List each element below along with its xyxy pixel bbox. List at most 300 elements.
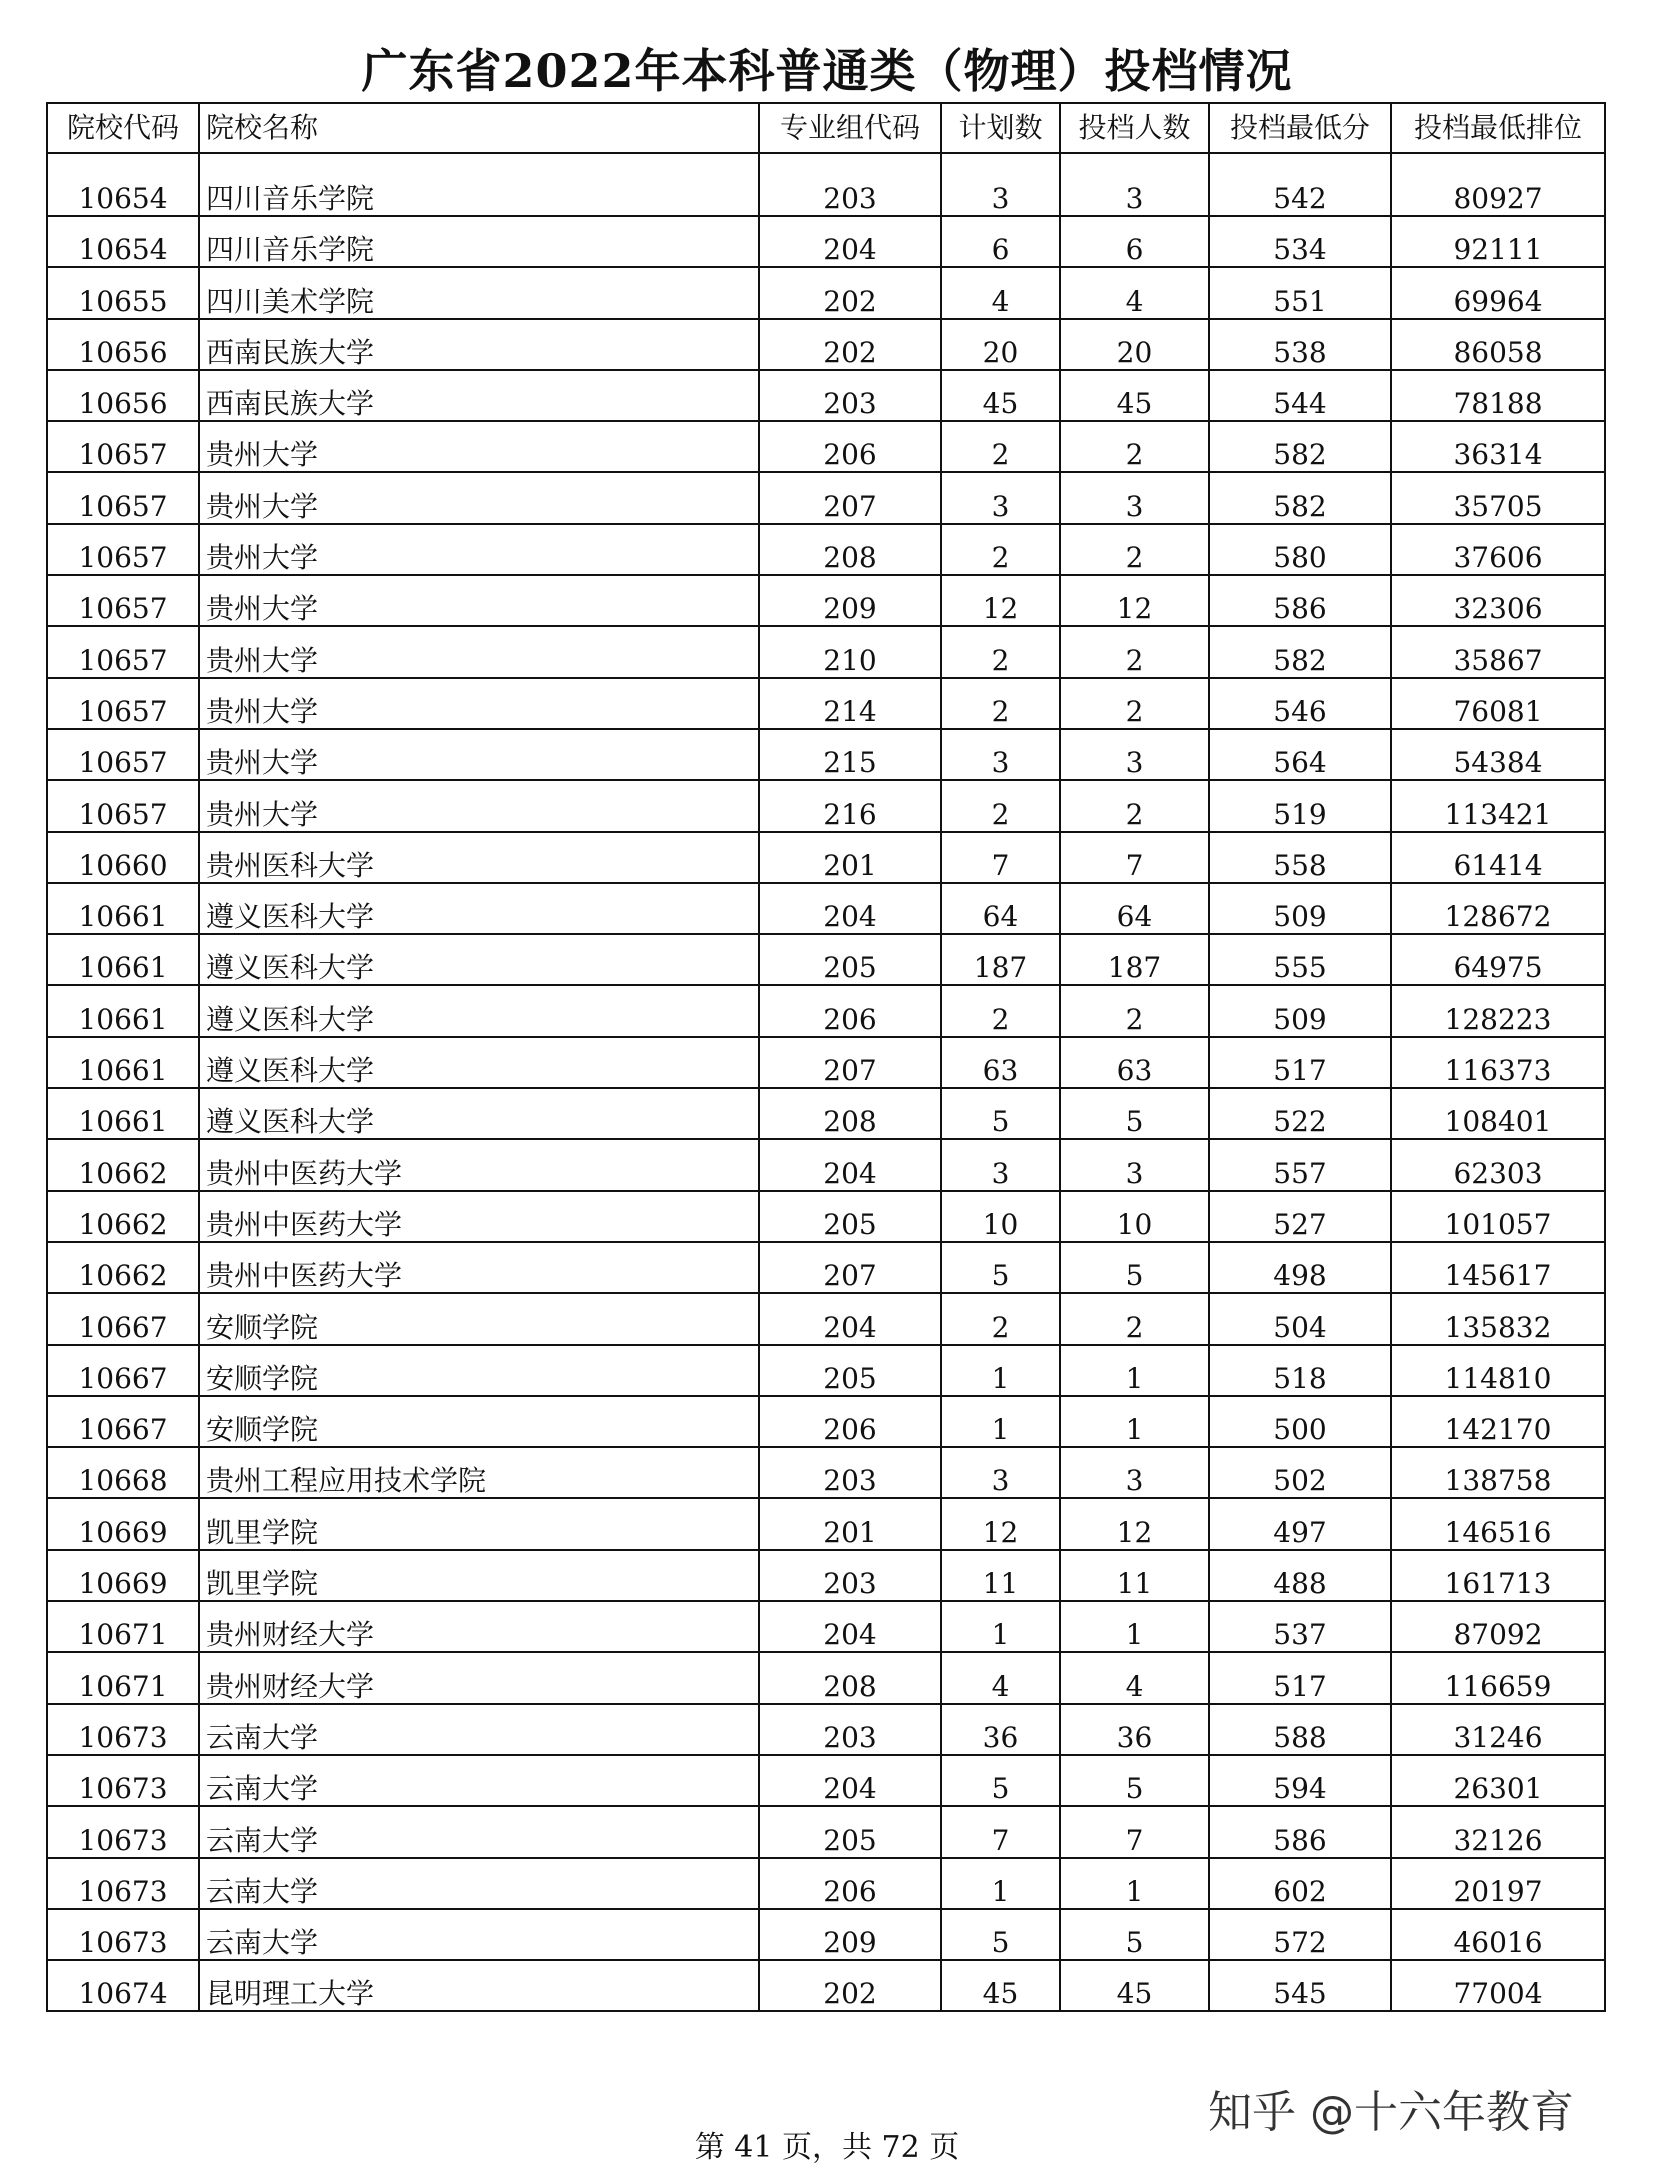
cell-admitted-count: 2 bbox=[1060, 1293, 1209, 1344]
table-row bbox=[47, 985, 1605, 1036]
cell-school-code: 10656 bbox=[47, 319, 199, 370]
cell-school-code: 10655 bbox=[47, 267, 199, 318]
cell-school-code: 10667 bbox=[47, 1396, 199, 1447]
cell-min-rank: 145617 bbox=[1391, 1242, 1605, 1293]
cell-school-name: 凯里学院 bbox=[199, 1550, 759, 1601]
cell-min-rank: 101057 bbox=[1391, 1191, 1605, 1242]
cell-school-code: 10662 bbox=[47, 1139, 199, 1190]
cell-admitted-count: 3 bbox=[1060, 153, 1209, 216]
cell-plan-count: 36 bbox=[941, 1704, 1060, 1755]
cell-group-code: 206 bbox=[759, 1858, 941, 1909]
cell-plan-count: 5 bbox=[941, 1755, 1060, 1806]
cell-plan-count: 3 bbox=[941, 1447, 1060, 1498]
cell-school-name: 安顺学院 bbox=[199, 1396, 759, 1447]
admission-table bbox=[46, 102, 1606, 2012]
cell-school-code: 10660 bbox=[47, 832, 199, 883]
cell-school-name: 遵义医科大学 bbox=[199, 934, 759, 985]
cell-group-code: 204 bbox=[759, 1601, 941, 1652]
cell-admitted-count: 11 bbox=[1060, 1550, 1209, 1601]
cell-plan-count: 5 bbox=[941, 1242, 1060, 1293]
cell-school-code: 10668 bbox=[47, 1447, 199, 1498]
cell-school-code: 10654 bbox=[47, 153, 199, 216]
cell-plan-count: 1 bbox=[941, 1858, 1060, 1909]
cell-plan-count: 45 bbox=[941, 1960, 1060, 2011]
table-row bbox=[47, 729, 1605, 780]
cell-group-code: 208 bbox=[759, 1088, 941, 1139]
cell-admitted-count: 4 bbox=[1060, 267, 1209, 318]
cell-school-name: 西南民族大学 bbox=[199, 370, 759, 421]
cell-plan-count: 2 bbox=[941, 626, 1060, 677]
cell-min-rank: 128672 bbox=[1391, 883, 1605, 934]
cell-school-code: 10657 bbox=[47, 678, 199, 729]
cell-school-name: 贵州大学 bbox=[199, 678, 759, 729]
cell-admitted-count: 45 bbox=[1060, 370, 1209, 421]
cell-group-code: 204 bbox=[759, 1755, 941, 1806]
cell-min-score: 544 bbox=[1209, 370, 1391, 421]
table-row bbox=[47, 1960, 1605, 2011]
cell-min-rank: 142170 bbox=[1391, 1396, 1605, 1447]
cell-school-name: 遵义医科大学 bbox=[199, 1088, 759, 1139]
cell-school-code: 10671 bbox=[47, 1652, 199, 1703]
cell-group-code: 204 bbox=[759, 1139, 941, 1190]
cell-min-score: 551 bbox=[1209, 267, 1391, 318]
cell-school-code: 10661 bbox=[47, 1037, 199, 1088]
cell-min-rank: 32126 bbox=[1391, 1806, 1605, 1857]
cell-admitted-count: 36 bbox=[1060, 1704, 1209, 1755]
cell-min-rank: 62303 bbox=[1391, 1139, 1605, 1190]
cell-min-rank: 92111 bbox=[1391, 216, 1605, 267]
cell-admitted-count: 7 bbox=[1060, 1806, 1209, 1857]
cell-min-rank: 116373 bbox=[1391, 1037, 1605, 1088]
table-row bbox=[47, 626, 1605, 677]
cell-school-code: 10662 bbox=[47, 1191, 199, 1242]
cell-min-score: 582 bbox=[1209, 626, 1391, 677]
cell-plan-count: 2 bbox=[941, 985, 1060, 1036]
header-plan-count: 计划数 bbox=[941, 103, 1060, 153]
cell-plan-count: 2 bbox=[941, 421, 1060, 472]
cell-school-code: 10667 bbox=[47, 1345, 199, 1396]
cell-min-score: 555 bbox=[1209, 934, 1391, 985]
table-row bbox=[47, 1704, 1605, 1755]
header-min-rank: 投档最低排位 bbox=[1391, 103, 1605, 153]
table-row bbox=[47, 524, 1605, 575]
cell-admitted-count: 4 bbox=[1060, 1652, 1209, 1703]
header-admitted-count: 投档人数 bbox=[1060, 103, 1209, 153]
cell-admitted-count: 64 bbox=[1060, 883, 1209, 934]
cell-plan-count: 45 bbox=[941, 370, 1060, 421]
cell-min-score: 488 bbox=[1209, 1550, 1391, 1601]
cell-min-rank: 26301 bbox=[1391, 1755, 1605, 1806]
cell-school-code: 10661 bbox=[47, 934, 199, 985]
cell-min-score: 497 bbox=[1209, 1498, 1391, 1549]
cell-min-score: 582 bbox=[1209, 472, 1391, 523]
cell-min-score: 582 bbox=[1209, 421, 1391, 472]
cell-plan-count: 5 bbox=[941, 1909, 1060, 1960]
cell-school-name: 贵州医科大学 bbox=[199, 832, 759, 883]
cell-plan-count: 1 bbox=[941, 1396, 1060, 1447]
cell-plan-count: 7 bbox=[941, 832, 1060, 883]
cell-group-code: 207 bbox=[759, 472, 941, 523]
cell-min-rank: 87092 bbox=[1391, 1601, 1605, 1652]
cell-school-code: 10656 bbox=[47, 370, 199, 421]
header-school-code: 院校代码 bbox=[47, 103, 199, 153]
cell-min-score: 537 bbox=[1209, 1601, 1391, 1652]
table-row bbox=[47, 1293, 1605, 1344]
cell-group-code: 205 bbox=[759, 1806, 941, 1857]
cell-min-rank: 61414 bbox=[1391, 832, 1605, 883]
cell-group-code: 208 bbox=[759, 524, 941, 575]
cell-school-code: 10657 bbox=[47, 524, 199, 575]
table-row bbox=[47, 1806, 1605, 1857]
cell-school-name: 贵州工程应用技术学院 bbox=[199, 1447, 759, 1498]
cell-school-name: 四川音乐学院 bbox=[199, 216, 759, 267]
cell-school-code: 10657 bbox=[47, 472, 199, 523]
cell-school-name: 贵州大学 bbox=[199, 524, 759, 575]
cell-plan-count: 2 bbox=[941, 780, 1060, 831]
cell-min-score: 498 bbox=[1209, 1242, 1391, 1293]
cell-plan-count: 63 bbox=[941, 1037, 1060, 1088]
cell-min-score: 545 bbox=[1209, 1960, 1391, 2011]
table-row bbox=[47, 1447, 1605, 1498]
cell-group-code: 205 bbox=[759, 1345, 941, 1396]
table-row bbox=[47, 370, 1605, 421]
cell-min-rank: 76081 bbox=[1391, 678, 1605, 729]
cell-min-rank: 135832 bbox=[1391, 1293, 1605, 1344]
table-row bbox=[47, 216, 1605, 267]
header-group-code: 专业组代码 bbox=[759, 103, 941, 153]
cell-plan-count: 3 bbox=[941, 1139, 1060, 1190]
cell-admitted-count: 2 bbox=[1060, 780, 1209, 831]
cell-admitted-count: 45 bbox=[1060, 1960, 1209, 2011]
cell-min-rank: 69964 bbox=[1391, 267, 1605, 318]
table-body bbox=[47, 153, 1605, 2011]
table-row bbox=[47, 1139, 1605, 1190]
cell-min-score: 527 bbox=[1209, 1191, 1391, 1242]
table-row bbox=[47, 780, 1605, 831]
table-row bbox=[47, 153, 1605, 216]
cell-group-code: 206 bbox=[759, 985, 941, 1036]
cell-group-code: 202 bbox=[759, 319, 941, 370]
table-row bbox=[47, 1909, 1605, 1960]
cell-plan-count: 3 bbox=[941, 729, 1060, 780]
cell-min-score: 522 bbox=[1209, 1088, 1391, 1139]
cell-group-code: 206 bbox=[759, 421, 941, 472]
table-row bbox=[47, 1601, 1605, 1652]
cell-admitted-count: 2 bbox=[1060, 421, 1209, 472]
cell-plan-count: 4 bbox=[941, 1652, 1060, 1703]
cell-min-rank: 54384 bbox=[1391, 729, 1605, 780]
cell-school-name: 贵州中医药大学 bbox=[199, 1191, 759, 1242]
cell-group-code: 204 bbox=[759, 216, 941, 267]
table-row bbox=[47, 1755, 1605, 1806]
cell-group-code: 201 bbox=[759, 1498, 941, 1549]
cell-admitted-count: 12 bbox=[1060, 1498, 1209, 1549]
cell-school-name: 贵州大学 bbox=[199, 729, 759, 780]
table-header-row bbox=[47, 103, 1605, 153]
table-row bbox=[47, 934, 1605, 985]
cell-admitted-count: 1 bbox=[1060, 1858, 1209, 1909]
cell-admitted-count: 5 bbox=[1060, 1242, 1209, 1293]
cell-school-name: 云南大学 bbox=[199, 1909, 759, 1960]
cell-min-score: 546 bbox=[1209, 678, 1391, 729]
cell-plan-count: 1 bbox=[941, 1601, 1060, 1652]
cell-admitted-count: 3 bbox=[1060, 1447, 1209, 1498]
cell-plan-count: 12 bbox=[941, 1498, 1060, 1549]
cell-min-score: 504 bbox=[1209, 1293, 1391, 1344]
table-row bbox=[47, 421, 1605, 472]
cell-school-code: 10669 bbox=[47, 1550, 199, 1601]
cell-min-score: 594 bbox=[1209, 1755, 1391, 1806]
table-row bbox=[47, 472, 1605, 523]
cell-school-code: 10657 bbox=[47, 626, 199, 677]
cell-admitted-count: 10 bbox=[1060, 1191, 1209, 1242]
cell-group-code: 205 bbox=[759, 1191, 941, 1242]
cell-school-code: 10673 bbox=[47, 1704, 199, 1755]
cell-school-name: 西南民族大学 bbox=[199, 319, 759, 370]
cell-school-name: 遵义医科大学 bbox=[199, 985, 759, 1036]
cell-plan-count: 1 bbox=[941, 1345, 1060, 1396]
cell-min-score: 542 bbox=[1209, 153, 1391, 216]
cell-school-code: 10661 bbox=[47, 883, 199, 934]
cell-group-code: 216 bbox=[759, 780, 941, 831]
cell-group-code: 203 bbox=[759, 1447, 941, 1498]
cell-min-rank: 32306 bbox=[1391, 575, 1605, 626]
cell-school-code: 10657 bbox=[47, 575, 199, 626]
cell-school-code: 10661 bbox=[47, 1088, 199, 1139]
cell-school-code: 10669 bbox=[47, 1498, 199, 1549]
cell-min-score: 586 bbox=[1209, 575, 1391, 626]
cell-min-rank: 80927 bbox=[1391, 153, 1605, 216]
cell-school-name: 云南大学 bbox=[199, 1858, 759, 1909]
cell-group-code: 202 bbox=[759, 267, 941, 318]
cell-admitted-count: 3 bbox=[1060, 729, 1209, 780]
cell-school-code: 10657 bbox=[47, 729, 199, 780]
cell-admitted-count: 2 bbox=[1060, 678, 1209, 729]
cell-admitted-count: 3 bbox=[1060, 1139, 1209, 1190]
cell-group-code: 215 bbox=[759, 729, 941, 780]
cell-group-code: 207 bbox=[759, 1242, 941, 1293]
table-row bbox=[47, 1345, 1605, 1396]
table-row bbox=[47, 267, 1605, 318]
cell-plan-count: 3 bbox=[941, 472, 1060, 523]
cell-admitted-count: 187 bbox=[1060, 934, 1209, 985]
cell-school-code: 10674 bbox=[47, 1960, 199, 2011]
cell-school-name: 四川音乐学院 bbox=[199, 153, 759, 216]
cell-school-name: 贵州中医药大学 bbox=[199, 1139, 759, 1190]
table-row bbox=[47, 1652, 1605, 1703]
cell-admitted-count: 5 bbox=[1060, 1909, 1209, 1960]
cell-school-code: 10661 bbox=[47, 985, 199, 1036]
cell-admitted-count: 6 bbox=[1060, 216, 1209, 267]
cell-group-code: 201 bbox=[759, 832, 941, 883]
cell-min-score: 564 bbox=[1209, 729, 1391, 780]
cell-group-code: 210 bbox=[759, 626, 941, 677]
cell-min-rank: 114810 bbox=[1391, 1345, 1605, 1396]
table-row bbox=[47, 1396, 1605, 1447]
cell-school-name: 云南大学 bbox=[199, 1806, 759, 1857]
cell-plan-count: 11 bbox=[941, 1550, 1060, 1601]
cell-plan-count: 2 bbox=[941, 524, 1060, 575]
cell-group-code: 202 bbox=[759, 1960, 941, 2011]
cell-school-name: 云南大学 bbox=[199, 1704, 759, 1755]
cell-admitted-count: 20 bbox=[1060, 319, 1209, 370]
cell-min-rank: 20197 bbox=[1391, 1858, 1605, 1909]
header-min-score: 投档最低分 bbox=[1209, 103, 1391, 153]
cell-plan-count: 2 bbox=[941, 678, 1060, 729]
cell-school-name: 遵义医科大学 bbox=[199, 883, 759, 934]
cell-school-name: 贵州财经大学 bbox=[199, 1652, 759, 1703]
cell-admitted-count: 7 bbox=[1060, 832, 1209, 883]
cell-admitted-count: 5 bbox=[1060, 1755, 1209, 1806]
cell-min-score: 509 bbox=[1209, 883, 1391, 934]
cell-min-score: 519 bbox=[1209, 780, 1391, 831]
cell-school-code: 10673 bbox=[47, 1806, 199, 1857]
cell-min-rank: 108401 bbox=[1391, 1088, 1605, 1139]
table-row bbox=[47, 832, 1605, 883]
cell-school-code: 10671 bbox=[47, 1601, 199, 1652]
cell-min-score: 502 bbox=[1209, 1447, 1391, 1498]
cell-school-name: 贵州中医药大学 bbox=[199, 1242, 759, 1293]
cell-school-name: 四川美术学院 bbox=[199, 267, 759, 318]
cell-plan-count: 7 bbox=[941, 1806, 1060, 1857]
cell-plan-count: 6 bbox=[941, 216, 1060, 267]
cell-min-score: 586 bbox=[1209, 1806, 1391, 1857]
table-row bbox=[47, 678, 1605, 729]
cell-school-name: 云南大学 bbox=[199, 1755, 759, 1806]
cell-admitted-count: 2 bbox=[1060, 524, 1209, 575]
cell-school-name: 安顺学院 bbox=[199, 1293, 759, 1344]
cell-min-score: 500 bbox=[1209, 1396, 1391, 1447]
cell-min-rank: 31246 bbox=[1391, 1704, 1605, 1755]
table-row bbox=[47, 1550, 1605, 1601]
cell-admitted-count: 1 bbox=[1060, 1396, 1209, 1447]
cell-group-code: 209 bbox=[759, 575, 941, 626]
cell-plan-count: 3 bbox=[941, 153, 1060, 216]
table-row bbox=[47, 1858, 1605, 1909]
cell-admitted-count: 2 bbox=[1060, 985, 1209, 1036]
cell-plan-count: 2 bbox=[941, 1293, 1060, 1344]
cell-min-rank: 77004 bbox=[1391, 1960, 1605, 2011]
cell-min-rank: 138758 bbox=[1391, 1447, 1605, 1498]
cell-min-score: 538 bbox=[1209, 319, 1391, 370]
cell-min-rank: 36314 bbox=[1391, 421, 1605, 472]
cell-min-rank: 78188 bbox=[1391, 370, 1605, 421]
cell-plan-count: 5 bbox=[941, 1088, 1060, 1139]
cell-group-code: 206 bbox=[759, 1396, 941, 1447]
watermark: 知乎 @十六年教育 bbox=[1208, 2087, 1574, 2138]
cell-school-code: 10657 bbox=[47, 780, 199, 831]
cell-school-name: 贵州大学 bbox=[199, 575, 759, 626]
cell-min-score: 580 bbox=[1209, 524, 1391, 575]
cell-min-score: 534 bbox=[1209, 216, 1391, 267]
header-school-name: 院校名称 bbox=[199, 103, 759, 153]
table-row bbox=[47, 1242, 1605, 1293]
cell-min-rank: 64975 bbox=[1391, 934, 1605, 985]
page-footer: 第 41 页，共 72 页 bbox=[694, 2130, 960, 2165]
cell-group-code: 208 bbox=[759, 1652, 941, 1703]
cell-admitted-count: 1 bbox=[1060, 1345, 1209, 1396]
cell-school-name: 凯里学院 bbox=[199, 1498, 759, 1549]
table-row bbox=[47, 1037, 1605, 1088]
page-title: 广东省2022年本科普通类（物理）投档情况 bbox=[361, 44, 1293, 98]
table-row bbox=[47, 319, 1605, 370]
cell-group-code: 204 bbox=[759, 1293, 941, 1344]
cell-min-score: 588 bbox=[1209, 1704, 1391, 1755]
table-row bbox=[47, 575, 1605, 626]
cell-school-name: 贵州大学 bbox=[199, 780, 759, 831]
cell-group-code: 203 bbox=[759, 1704, 941, 1755]
cell-school-name: 贵州大学 bbox=[199, 472, 759, 523]
cell-min-score: 602 bbox=[1209, 1858, 1391, 1909]
cell-plan-count: 64 bbox=[941, 883, 1060, 934]
cell-plan-count: 187 bbox=[941, 934, 1060, 985]
cell-admitted-count: 12 bbox=[1060, 575, 1209, 626]
cell-plan-count: 20 bbox=[941, 319, 1060, 370]
cell-min-score: 518 bbox=[1209, 1345, 1391, 1396]
cell-min-rank: 35705 bbox=[1391, 472, 1605, 523]
cell-school-name: 昆明理工大学 bbox=[199, 1960, 759, 2011]
cell-min-rank: 35867 bbox=[1391, 626, 1605, 677]
cell-min-rank: 146516 bbox=[1391, 1498, 1605, 1549]
cell-school-name: 贵州大学 bbox=[199, 626, 759, 677]
cell-min-rank: 37606 bbox=[1391, 524, 1605, 575]
cell-min-rank: 116659 bbox=[1391, 1652, 1605, 1703]
cell-min-rank: 113421 bbox=[1391, 780, 1605, 831]
cell-group-code: 214 bbox=[759, 678, 941, 729]
table-row bbox=[47, 1498, 1605, 1549]
cell-min-score: 557 bbox=[1209, 1139, 1391, 1190]
cell-plan-count: 12 bbox=[941, 575, 1060, 626]
cell-min-rank: 46016 bbox=[1391, 1909, 1605, 1960]
cell-group-code: 203 bbox=[759, 370, 941, 421]
cell-group-code: 209 bbox=[759, 1909, 941, 1960]
cell-min-rank: 86058 bbox=[1391, 319, 1605, 370]
cell-min-rank: 128223 bbox=[1391, 985, 1605, 1036]
cell-group-code: 203 bbox=[759, 153, 941, 216]
cell-admitted-count: 1 bbox=[1060, 1601, 1209, 1652]
cell-min-score: 509 bbox=[1209, 985, 1391, 1036]
cell-min-rank: 161713 bbox=[1391, 1550, 1605, 1601]
cell-school-code: 10673 bbox=[47, 1909, 199, 1960]
cell-plan-count: 10 bbox=[941, 1191, 1060, 1242]
cell-min-score: 558 bbox=[1209, 832, 1391, 883]
table-row bbox=[47, 1088, 1605, 1139]
cell-admitted-count: 2 bbox=[1060, 626, 1209, 677]
table-row bbox=[47, 883, 1605, 934]
cell-group-code: 205 bbox=[759, 934, 941, 985]
cell-school-name: 贵州财经大学 bbox=[199, 1601, 759, 1652]
cell-admitted-count: 5 bbox=[1060, 1088, 1209, 1139]
cell-school-code: 10667 bbox=[47, 1293, 199, 1344]
cell-school-name: 贵州大学 bbox=[199, 421, 759, 472]
cell-school-code: 10657 bbox=[47, 421, 199, 472]
cell-admitted-count: 63 bbox=[1060, 1037, 1209, 1088]
table-row bbox=[47, 1191, 1605, 1242]
cell-school-code: 10662 bbox=[47, 1242, 199, 1293]
cell-school-code: 10673 bbox=[47, 1755, 199, 1806]
cell-group-code: 204 bbox=[759, 883, 941, 934]
cell-plan-count: 4 bbox=[941, 267, 1060, 318]
cell-min-score: 517 bbox=[1209, 1037, 1391, 1088]
cell-min-score: 517 bbox=[1209, 1652, 1391, 1703]
cell-admitted-count: 3 bbox=[1060, 472, 1209, 523]
cell-school-code: 10654 bbox=[47, 216, 199, 267]
cell-school-code: 10673 bbox=[47, 1858, 199, 1909]
cell-group-code: 207 bbox=[759, 1037, 941, 1088]
cell-school-name: 安顺学院 bbox=[199, 1345, 759, 1396]
cell-min-score: 572 bbox=[1209, 1909, 1391, 1960]
cell-group-code: 203 bbox=[759, 1550, 941, 1601]
